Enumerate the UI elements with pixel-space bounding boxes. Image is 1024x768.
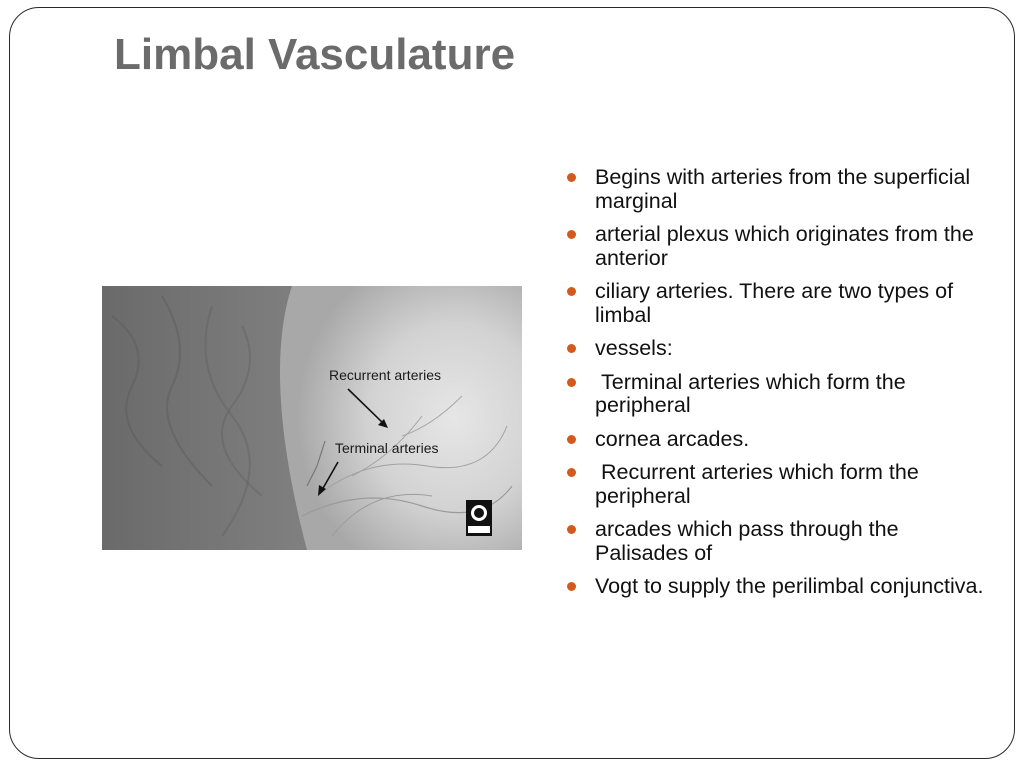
- bullet-icon: [567, 468, 576, 477]
- bullet-icon: [567, 582, 576, 591]
- bullet-list: [567, 166, 987, 609]
- slide-title: Limbal Vasculature: [114, 30, 516, 79]
- bullet-icon: [567, 378, 576, 387]
- bullet-item: arcades which pass through the Palisades of: [567, 518, 987, 565]
- limbal-vessels-photo: [102, 286, 522, 550]
- photo-graphic: [102, 286, 522, 550]
- bullet-item: Vogt to supply the perilimbal conjunctiva.: [567, 575, 987, 599]
- bullet-item: vessels:: [567, 337, 987, 361]
- bullet-item: cornea arcades.: [567, 428, 987, 452]
- bullet-icon: [567, 287, 576, 296]
- bullet-icon: [567, 435, 576, 444]
- bullet-icon: [567, 230, 576, 239]
- label-terminal-arteries: Terminal arteries: [335, 440, 439, 456]
- bullet-icon: [567, 344, 576, 353]
- ieclc-logo: [466, 500, 492, 536]
- bullet-item: arterial plexus which originates from the anterior: [567, 223, 987, 270]
- bullet-item: Terminal arteries which form the peripheral: [567, 371, 987, 418]
- bullet-item: Recurrent arteries which form the peripheral: [567, 461, 987, 508]
- bullet-item: ciliary arteries. There are two types of limbal: [567, 280, 987, 327]
- bullet-icon: [567, 525, 576, 534]
- bullet-item: Begins with arteries from the superficial marginal: [567, 166, 987, 213]
- label-recurrent-arteries: Recurrent arteries: [329, 367, 442, 383]
- bullet-icon: [567, 173, 576, 182]
